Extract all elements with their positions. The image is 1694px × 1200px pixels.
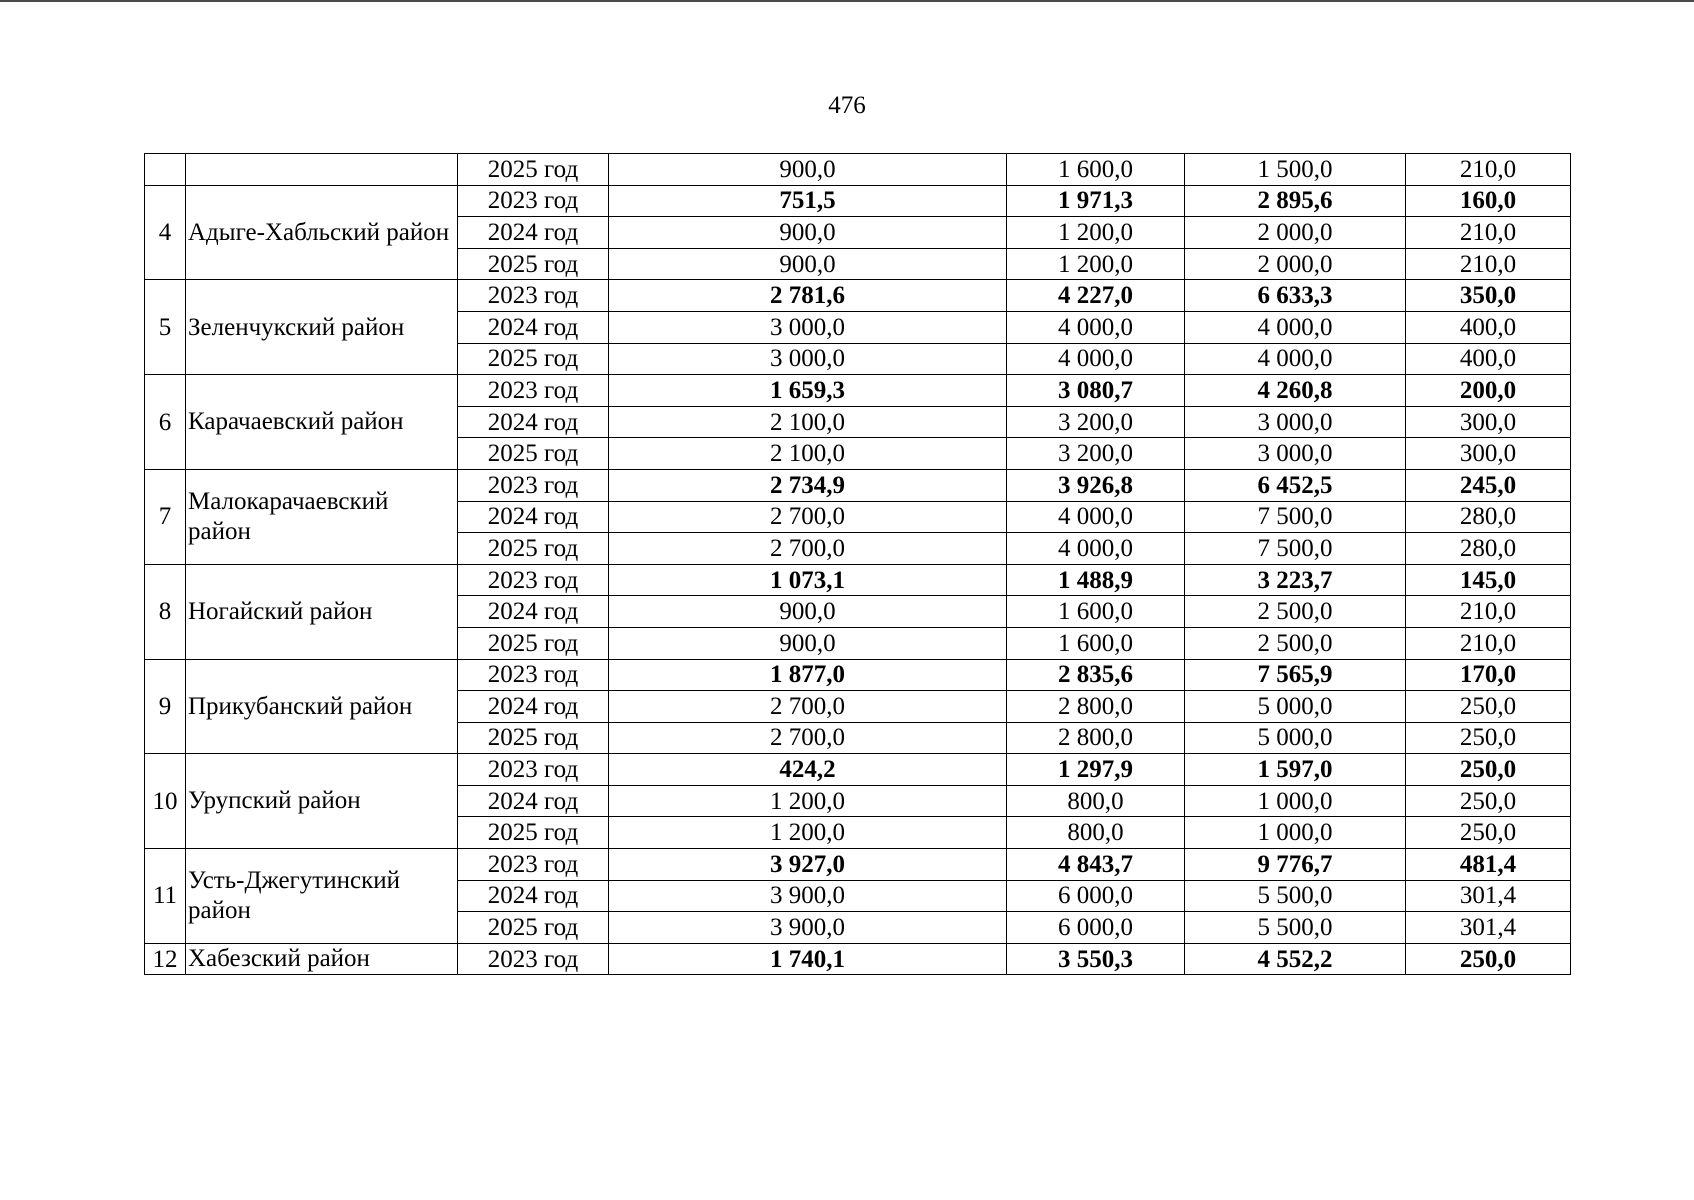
value-cell-col4: 301,4: [1406, 912, 1571, 944]
year-cell: 2025 год: [458, 248, 609, 280]
value-cell-col4: 350,0: [1406, 280, 1571, 312]
district-number-cell: 10: [145, 754, 186, 849]
district-name-cell: Малокарачаевский район: [186, 469, 458, 564]
value-cell-col1: 900,0: [609, 217, 1007, 249]
value-cell-col2: 1 200,0: [1007, 217, 1185, 249]
year-cell: 2023 год: [458, 943, 609, 975]
value-cell-col2: 2 800,0: [1007, 691, 1185, 723]
value-cell-col1: 900,0: [609, 154, 1007, 186]
value-cell-col1: 900,0: [609, 248, 1007, 280]
district-number-cell: 4: [145, 185, 186, 280]
value-cell-col3: 4 552,2: [1185, 943, 1406, 975]
value-cell-col1: 2 100,0: [609, 406, 1007, 438]
value-cell-col3: 2 500,0: [1185, 627, 1406, 659]
value-cell-col2: 3 200,0: [1007, 406, 1185, 438]
value-cell-col3: 7 500,0: [1185, 533, 1406, 565]
year-cell: 2024 год: [458, 596, 609, 628]
year-cell: 2025 год: [458, 722, 609, 754]
table-row: [145, 564, 1571, 596]
value-cell-col1: 1 659,3: [609, 375, 1007, 407]
value-cell-col4: 210,0: [1406, 217, 1571, 249]
value-cell-col2: 4 843,7: [1007, 849, 1185, 881]
value-cell-col3: 4 260,8: [1185, 375, 1406, 407]
district-number-cell: 7: [145, 469, 186, 564]
value-cell-col3: 7 500,0: [1185, 501, 1406, 533]
value-cell-col4: 210,0: [1406, 248, 1571, 280]
table-row: [145, 185, 1571, 217]
value-cell-col1: 1 877,0: [609, 659, 1007, 691]
value-cell-col1: 3 000,0: [609, 343, 1007, 375]
value-cell-col1: 2 700,0: [609, 533, 1007, 565]
value-cell-col2: 6 000,0: [1007, 880, 1185, 912]
value-cell-col1: 424,2: [609, 754, 1007, 786]
value-cell-col3: 5 000,0: [1185, 691, 1406, 723]
value-cell-col3: 2 500,0: [1185, 596, 1406, 628]
districts-table: [144, 153, 1571, 975]
year-cell: 2024 год: [458, 406, 609, 438]
value-cell-col1: 1 740,1: [609, 943, 1007, 975]
table-body: [145, 154, 1571, 975]
value-cell-col2: 4 000,0: [1007, 343, 1185, 375]
value-cell-col4: 200,0: [1406, 375, 1571, 407]
district-name-cell: Зеленчукский район: [186, 280, 458, 375]
year-cell: 2023 год: [458, 659, 609, 691]
value-cell-col2: 4 000,0: [1007, 501, 1185, 533]
value-cell-col2: 3 550,3: [1007, 943, 1185, 975]
value-cell-col2: 1 488,9: [1007, 564, 1185, 596]
year-cell: 2023 год: [458, 280, 609, 312]
value-cell-col3: 1 597,0: [1185, 754, 1406, 786]
district-name-cell: Карачаевский район: [186, 375, 458, 470]
value-cell-col2: 1 971,3: [1007, 185, 1185, 217]
year-cell: 2023 год: [458, 849, 609, 881]
year-cell: 2025 год: [458, 817, 609, 849]
value-cell-col3: 5 500,0: [1185, 880, 1406, 912]
value-cell-col3: 3 000,0: [1185, 406, 1406, 438]
value-cell-col1: 2 700,0: [609, 691, 1007, 723]
district-name-cell: Прикубанский район: [186, 659, 458, 754]
value-cell-col2: 1 297,9: [1007, 754, 1185, 786]
value-cell-col1: 1 200,0: [609, 817, 1007, 849]
table-row: [145, 849, 1571, 881]
district-number-cell: 9: [145, 659, 186, 754]
district-name-cell: [186, 154, 458, 186]
year-cell: 2023 год: [458, 185, 609, 217]
year-cell: 2025 год: [458, 438, 609, 470]
value-cell-col1: 2 100,0: [609, 438, 1007, 470]
value-cell-col2: 2 835,6: [1007, 659, 1185, 691]
value-cell-col2: 3 080,7: [1007, 375, 1185, 407]
value-cell-col1: 2 781,6: [609, 280, 1007, 312]
value-cell-col3: 3 000,0: [1185, 438, 1406, 470]
year-cell: 2025 год: [458, 627, 609, 659]
value-cell-col4: 210,0: [1406, 596, 1571, 628]
value-cell-col3: 1 000,0: [1185, 785, 1406, 817]
value-cell-col4: 300,0: [1406, 406, 1571, 438]
value-cell-col1: 3 000,0: [609, 311, 1007, 343]
value-cell-col4: 481,4: [1406, 849, 1571, 881]
table-row: [145, 754, 1571, 786]
value-cell-col4: 250,0: [1406, 754, 1571, 786]
value-cell-col4: 280,0: [1406, 533, 1571, 565]
value-cell-col2: 1 600,0: [1007, 627, 1185, 659]
year-cell: 2025 год: [458, 912, 609, 944]
year-cell: 2024 год: [458, 217, 609, 249]
table-row: [145, 659, 1571, 691]
value-cell-col4: 250,0: [1406, 785, 1571, 817]
value-cell-col3: 9 776,7: [1185, 849, 1406, 881]
value-cell-col3: 1 000,0: [1185, 817, 1406, 849]
value-cell-col4: 210,0: [1406, 627, 1571, 659]
district-name-cell: Усть-Джегутинский район: [186, 849, 458, 944]
value-cell-col1: 900,0: [609, 627, 1007, 659]
value-cell-col1: 2 700,0: [609, 501, 1007, 533]
table-row: [145, 280, 1571, 312]
district-number-cell: 11: [145, 849, 186, 944]
table-row: [145, 469, 1571, 501]
district-name-cell: Ногайский район: [186, 564, 458, 659]
value-cell-col4: 250,0: [1406, 722, 1571, 754]
year-cell: 2025 год: [458, 533, 609, 565]
value-cell-col4: 400,0: [1406, 343, 1571, 375]
value-cell-col1: 3 900,0: [609, 880, 1007, 912]
value-cell-col4: 210,0: [1406, 154, 1571, 186]
value-cell-col2: 4 000,0: [1007, 533, 1185, 565]
value-cell-col4: 400,0: [1406, 311, 1571, 343]
value-cell-col1: 3 927,0: [609, 849, 1007, 881]
district-number-cell: 6: [145, 375, 186, 470]
value-cell-col3: 3 223,7: [1185, 564, 1406, 596]
year-cell: 2025 год: [458, 154, 609, 186]
value-cell-col3: 2 895,6: [1185, 185, 1406, 217]
value-cell-col1: 3 900,0: [609, 912, 1007, 944]
value-cell-col3: 6 633,3: [1185, 280, 1406, 312]
page-number: 476: [828, 92, 866, 119]
table-row: [145, 943, 1571, 975]
scan-top-edge: [0, 0, 1694, 2]
value-cell-col4: 301,4: [1406, 880, 1571, 912]
district-number-cell: 12: [145, 943, 186, 975]
value-cell-col2: 1 200,0: [1007, 248, 1185, 280]
value-cell-col3: 7 565,9: [1185, 659, 1406, 691]
district-name-cell: Урупский район: [186, 754, 458, 849]
value-cell-col1: 900,0: [609, 596, 1007, 628]
value-cell-col1: 2 734,9: [609, 469, 1007, 501]
value-cell-col2: 800,0: [1007, 817, 1185, 849]
year-cell: 2023 год: [458, 375, 609, 407]
value-cell-col1: 751,5: [609, 185, 1007, 217]
year-cell: 2024 год: [458, 785, 609, 817]
value-cell-col4: 300,0: [1406, 438, 1571, 470]
value-cell-col3: 5 500,0: [1185, 912, 1406, 944]
value-cell-col3: 1 500,0: [1185, 154, 1406, 186]
value-cell-col3: 2 000,0: [1185, 248, 1406, 280]
value-cell-col2: 4 000,0: [1007, 311, 1185, 343]
district-number-cell: 8: [145, 564, 186, 659]
value-cell-col2: 800,0: [1007, 785, 1185, 817]
year-cell: 2023 год: [458, 469, 609, 501]
value-cell-col4: 245,0: [1406, 469, 1571, 501]
value-cell-col1: 2 700,0: [609, 722, 1007, 754]
year-cell: 2024 год: [458, 501, 609, 533]
value-cell-col4: 250,0: [1406, 943, 1571, 975]
value-cell-col2: 4 227,0: [1007, 280, 1185, 312]
value-cell-col3: 6 452,5: [1185, 469, 1406, 501]
value-cell-col2: 2 800,0: [1007, 722, 1185, 754]
value-cell-col4: 250,0: [1406, 691, 1571, 723]
value-cell-col1: 1 200,0: [609, 785, 1007, 817]
value-cell-col2: 1 600,0: [1007, 596, 1185, 628]
district-name-cell: Адыге-Хабльский район: [186, 185, 458, 280]
district-number-cell: 5: [145, 280, 186, 375]
year-cell: 2024 год: [458, 880, 609, 912]
value-cell-col3: 5 000,0: [1185, 722, 1406, 754]
value-cell-col4: 170,0: [1406, 659, 1571, 691]
value-cell-col3: 4 000,0: [1185, 343, 1406, 375]
value-cell-col4: 145,0: [1406, 564, 1571, 596]
value-cell-col2: 3 926,8: [1007, 469, 1185, 501]
value-cell-col4: 160,0: [1406, 185, 1571, 217]
value-cell-col2: 1 600,0: [1007, 154, 1185, 186]
district-number-cell: [145, 154, 186, 186]
value-cell-col3: 4 000,0: [1185, 311, 1406, 343]
value-cell-col2: 6 000,0: [1007, 912, 1185, 944]
value-cell-col3: 2 000,0: [1185, 217, 1406, 249]
value-cell-col4: 280,0: [1406, 501, 1571, 533]
year-cell: 2024 год: [458, 311, 609, 343]
year-cell: 2023 год: [458, 754, 609, 786]
year-cell: 2025 год: [458, 343, 609, 375]
year-cell: 2023 год: [458, 564, 609, 596]
year-cell: 2024 год: [458, 691, 609, 723]
table-row: [145, 375, 1571, 407]
value-cell-col1: 1 073,1: [609, 564, 1007, 596]
value-cell-col2: 3 200,0: [1007, 438, 1185, 470]
district-name-cell: Хабезский район: [186, 943, 458, 975]
table-row: [145, 154, 1571, 186]
value-cell-col4: 250,0: [1406, 817, 1571, 849]
